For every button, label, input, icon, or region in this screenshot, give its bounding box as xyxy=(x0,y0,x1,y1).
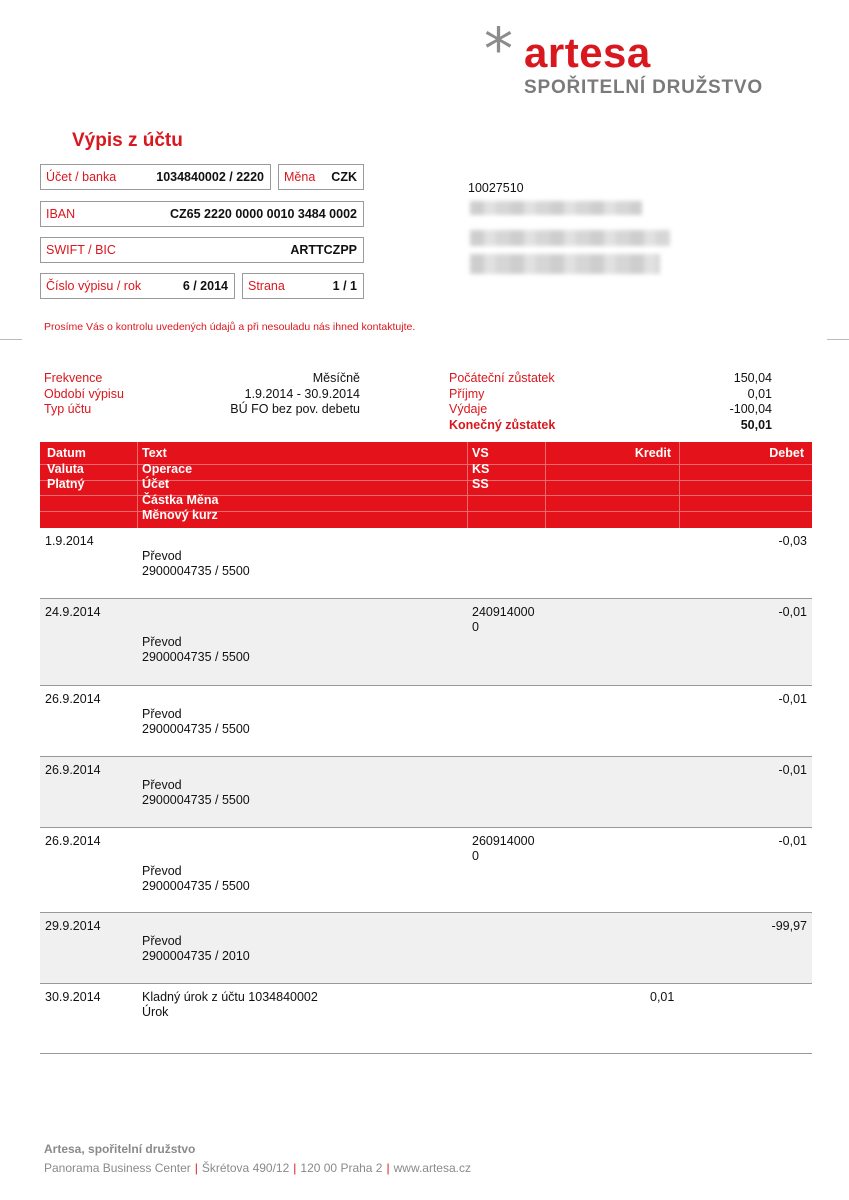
swift-label: SWIFT / BIC xyxy=(46,243,116,257)
opening-balance-label: Počáteční zůstatek xyxy=(449,371,555,385)
row-debet: -0,01 xyxy=(778,763,807,777)
row-operation: Převod xyxy=(142,934,182,948)
expenses-value: -100,04 xyxy=(729,402,772,416)
table-row xyxy=(40,984,812,1054)
header-col-text xyxy=(138,442,468,528)
row-operation: Převod xyxy=(142,549,182,563)
row-account: 2900004735 / 5500 xyxy=(142,650,250,664)
statement-label: Číslo výpisu / rok xyxy=(46,279,142,293)
row-vs-cont: 0 xyxy=(472,849,479,863)
header-ucet: Účet xyxy=(142,477,170,491)
header-text: Text xyxy=(142,446,167,460)
iban-box xyxy=(40,201,364,227)
header-valuta: Valuta xyxy=(47,461,84,476)
account-box xyxy=(40,164,271,190)
footer-separator: | xyxy=(194,1161,198,1175)
table-row xyxy=(40,686,812,757)
footer-website-link[interactable]: www.artesa.cz xyxy=(393,1161,471,1175)
period-value: 1.9.2014 - 30.9.2014 xyxy=(244,386,360,401)
row-operation: Převod xyxy=(142,778,182,792)
row-debet: -0,03 xyxy=(778,534,807,548)
redacted-city xyxy=(470,254,660,274)
swift-value: ARTTCZPP xyxy=(290,243,357,257)
row-account: 2900004735 / 5500 xyxy=(142,879,250,893)
closing-balance-value: 50,01 xyxy=(740,417,772,432)
row-date: 29.9.2014 xyxy=(45,919,101,933)
page-title: Výpis z účtu xyxy=(72,130,183,151)
statement-box xyxy=(40,273,235,299)
header-ss: SS xyxy=(472,477,489,491)
row-operation: Převod xyxy=(142,635,182,649)
row-date: 30.9.2014 xyxy=(45,990,101,1004)
account-type-label: Typ účtu xyxy=(44,402,92,416)
footer-building: Panorama Business Center xyxy=(44,1161,191,1175)
footer-separator: | xyxy=(293,1161,297,1175)
row-date: 26.9.2014 xyxy=(45,692,101,706)
client-id: 10027510 xyxy=(468,181,524,195)
income-value: 0,01 xyxy=(747,386,772,401)
table-row xyxy=(40,828,812,913)
table-row xyxy=(40,528,812,599)
asterisk-icon: * xyxy=(484,15,513,83)
row-vs: 240914000 xyxy=(472,605,535,619)
table-row xyxy=(40,757,812,828)
header-debet: Debet xyxy=(769,446,804,460)
opening-balance-value: 150,04 xyxy=(733,371,772,385)
row-debet: -0,01 xyxy=(778,692,807,706)
row-account: 2900004735 / 5500 xyxy=(142,722,250,736)
logo-subtitle: SPOŘITELNÍ DRUŽSTVO xyxy=(524,77,763,98)
header-col-kredit xyxy=(546,442,680,528)
row-vs-cont: 0 xyxy=(472,620,479,634)
currency-value: CZK xyxy=(331,170,357,184)
account-label: Účet / banka xyxy=(46,170,117,184)
account-type-value: BÚ FO bez pov. debetu xyxy=(230,402,360,416)
artesa-logo xyxy=(480,15,780,108)
footer-city: 120 00 Praha 2 xyxy=(300,1161,383,1175)
row-vs: 260914000 xyxy=(472,834,535,848)
iban-label: IBAN xyxy=(46,207,76,221)
row-account: 2900004735 / 5500 xyxy=(142,793,250,807)
header-menovy-kurz: Měnový kurz xyxy=(142,508,218,522)
redacted-name xyxy=(470,201,642,215)
header-operace: Operace xyxy=(142,461,193,476)
header-platny: Platný xyxy=(47,477,85,491)
row-date: 26.9.2014 xyxy=(45,763,101,777)
row-account: 2900004735 / 2010 xyxy=(142,949,250,963)
iban-value: CZ65 2220 0000 0010 3484 0002 xyxy=(170,207,357,221)
header-ks: KS xyxy=(472,461,490,476)
income-label: Příjmy xyxy=(449,386,485,401)
currency-label: Měna xyxy=(284,170,316,184)
row-operation: Převod xyxy=(142,707,182,721)
currency-box xyxy=(278,164,364,190)
closing-balance-label: Konečný zůstatek xyxy=(449,417,556,432)
table-header xyxy=(40,442,812,528)
account-value: 1034840002 / 2220 xyxy=(156,170,264,184)
row-debet: -0,01 xyxy=(778,605,807,619)
fold-mark-right xyxy=(827,339,849,340)
expenses-label: Výdaje xyxy=(449,402,488,416)
footer-separator: | xyxy=(386,1161,390,1175)
row-account: 2900004735 / 5500 xyxy=(142,564,250,578)
page-box xyxy=(242,273,364,299)
row-debet: -0,01 xyxy=(778,834,807,848)
summary-left xyxy=(44,371,360,418)
header-col-debet xyxy=(680,442,812,528)
header-castka-mena: Částka Měna xyxy=(142,492,219,507)
row-operation: Úrok xyxy=(142,1005,169,1019)
swift-box xyxy=(40,237,364,263)
period-label: Období výpisu xyxy=(44,386,124,401)
page-value: 1 / 1 xyxy=(332,279,357,293)
footer-address xyxy=(44,1161,471,1175)
row-debet: -99,97 xyxy=(771,919,807,933)
header-datum: Datum xyxy=(47,446,86,460)
redacted-street xyxy=(470,230,670,246)
summary-right xyxy=(449,371,772,433)
header-vs: VS xyxy=(472,446,489,460)
row-text: Kladný úrok z účtu 1034840002 xyxy=(142,990,318,1004)
table-row xyxy=(40,599,812,686)
table-row xyxy=(40,913,812,984)
row-kredit: 0,01 xyxy=(650,990,675,1004)
fold-mark-left xyxy=(0,339,22,340)
row-date: 26.9.2014 xyxy=(45,834,101,848)
footer-company: Artesa, spořitelní družstvo xyxy=(44,1142,196,1156)
frequency-label: Frekvence xyxy=(44,371,103,385)
row-date: 24.9.2014 xyxy=(45,605,101,619)
row-operation: Převod xyxy=(142,864,182,878)
header-kredit: Kredit xyxy=(634,446,671,460)
frequency-value: Měsíčně xyxy=(312,371,360,385)
statement-value: 6 / 2014 xyxy=(182,279,228,293)
notice-text: Prosíme Vás o kontrolu uvedených údajů a při nesouladu nás ihned kontaktujte. xyxy=(44,321,416,333)
header-col-symbols xyxy=(468,442,546,528)
row-date: 1.9.2014 xyxy=(45,534,94,548)
footer-street: Škrétova 490/12 xyxy=(201,1161,290,1175)
page-label: Strana xyxy=(248,279,285,293)
logo-name: artesa xyxy=(524,29,651,76)
header-col-date xyxy=(40,442,138,528)
